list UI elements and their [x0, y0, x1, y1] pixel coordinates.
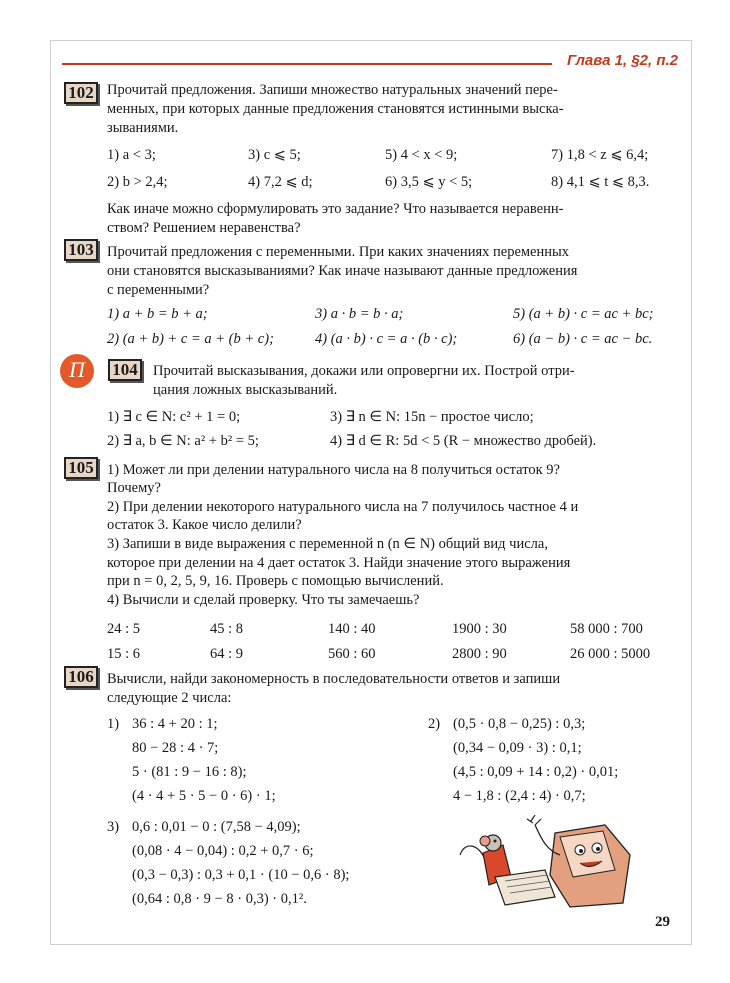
ex104-item: 4) ∃ d ∈ R: 5d < 5 (R − множество дробей).	[330, 433, 597, 449]
ex106-expression: (0,3 − 0,3) : 0,3 + 0,1 · (10 − 0,6 · 8);	[132, 867, 350, 883]
ex105-division: 45 : 8	[210, 621, 244, 637]
ex106-expression: 36 : 4 + 20 : 1;	[132, 716, 218, 732]
ex102-question: ством? Решением неравенства?	[107, 220, 301, 236]
ex105-line: остаток 3. Какое число делили?	[107, 517, 302, 533]
ex104-item: 1) ∃ c ∈ N: c² + 1 = 0;	[107, 409, 241, 425]
ex105-division: 58 000 : 700	[570, 621, 643, 637]
ex102-text: зываниями.	[107, 120, 179, 136]
ex106-expression: 4 − 1,8 : (2,4 : 4) · 0,7;	[453, 788, 586, 804]
chapter-header: Глава 1, §2, п.2	[566, 52, 678, 69]
ex105-division: 560 : 60	[328, 646, 376, 662]
ex104-text: цания ложных высказываний.	[153, 382, 338, 398]
ex105-line: которое при делении на 4 дает остаток 3. Найди значение этого выражения	[107, 555, 571, 571]
ex104-text: Прочитай высказывания, докажи или опровергни их. Построй отри-	[153, 363, 575, 379]
ex104-item: 2) ∃ a, b ∈ N: a² + b² = 5;	[107, 433, 259, 449]
ex103-text: Прочитай предложения с переменными. При каких значениях переменных	[107, 244, 570, 260]
ex106-part-label: 2)	[428, 716, 441, 732]
ex102-item: 6) 3,5 ⩽ y < 5;	[385, 174, 473, 190]
ex105-division: 64 : 9	[210, 646, 244, 662]
ex105-line: 3) Запиши в виде выражения с переменной n (n ∈ N) общий вид числа,	[107, 536, 548, 552]
ex102-item: 3) c ⩽ 5;	[248, 147, 301, 163]
ex106-expression: 5 · (81 : 9 − 16 : 8);	[132, 764, 247, 780]
ex103-item: 4) (a · b) · c = a · (b · c);	[315, 331, 458, 347]
ex105-division: 140 : 40	[328, 621, 376, 637]
ex105-line: 1) Может ли при делении натурального числа на 8 получиться остаток 9?	[107, 462, 560, 478]
pi-badge: П	[60, 354, 94, 388]
exercise-number-106: 106	[64, 666, 98, 688]
ex106-part-label: 3)	[107, 819, 120, 835]
ex106-expression: 80 − 28 : 4 · 7;	[132, 740, 219, 756]
ex105-line: Почему?	[107, 480, 161, 496]
exercise-number-102: 102	[64, 82, 98, 104]
ex106-expression: 0,6 : 0,01 − 0 : (7,58 − 4,09);	[132, 819, 301, 835]
ex105-division: 26 000 : 5000	[570, 646, 651, 662]
header-rule	[62, 63, 552, 65]
ex105-division: 2800 : 90	[452, 646, 507, 662]
ex106-text: Вычисли, найди закономерность в последовательности ответов и запиши	[107, 671, 561, 687]
ex105-division: 1900 : 30	[452, 621, 507, 637]
exercise-number-103: 103	[64, 239, 98, 261]
ex102-item: 5) 4 < x < 9;	[385, 147, 458, 163]
ex105-line: 2) При делении некоторого натурального числа на 7 получилось частное 4 и	[107, 499, 579, 515]
ex104-item: 3) ∃ n ∈ N: 15n − простое число;	[330, 409, 534, 425]
ex106-part-label: 1)	[107, 716, 120, 732]
ex105-line: при n = 0, 2, 5, 9, 16. Проверь с помощью вычислений.	[107, 573, 444, 589]
ex103-item: 3) a · b = b · a;	[315, 306, 404, 322]
exercise-number-104: 104	[108, 359, 142, 381]
ex102-question: Как иначе можно сформулировать это задание? Что называется неравенн-	[107, 201, 564, 217]
ex102-item: 4) 7,2 ⩽ d;	[248, 174, 313, 190]
ex102-item: 8) 4,1 ⩽ t ⩽ 8,3.	[551, 174, 650, 190]
ex105-division: 15 : 6	[107, 646, 141, 662]
ex103-text: с переменными?	[107, 282, 210, 298]
ex106-expression: (0,64 : 0,8 · 9 − 8 · 0,3) · 0,1².	[132, 891, 307, 907]
page-number: 29	[655, 914, 670, 930]
ex102-item: 7) 1,8 < z ⩽ 6,4;	[551, 147, 649, 163]
ex103-item: 2) (a + b) + c = a + (b + c);	[107, 331, 274, 347]
ex106-expression: (0,5 · 0,8 − 0,25) : 0,3;	[453, 716, 586, 732]
ex102-item: 2) b > 2,4;	[107, 174, 168, 190]
ex103-item: 1) a + b = b + a;	[107, 306, 208, 322]
ex103-item: 5) (a + b) · c = ac + bc;	[513, 306, 654, 322]
ex106-expression: (0,34 − 0,09 · 3) : 0,1;	[453, 740, 582, 756]
ex103-text: они становятся высказываниями? Как иначе называют данные предложения	[107, 263, 578, 279]
exercise-number-105: 105	[64, 457, 98, 479]
ex105-division: 24 : 5	[107, 621, 141, 637]
ex102-item: 1) a < 3;	[107, 147, 156, 163]
ex106-text: следующие 2 числа:	[107, 690, 232, 706]
ex106-expression: (4,5 : 0,09 + 14 : 0,2) · 0,01;	[453, 764, 619, 780]
ex102-text: Прочитай предложения. Запиши множество натуральных значений пере-	[107, 82, 558, 98]
ex106-expression: (4 · 4 + 5 · 5 − 0 · 6) · 1;	[132, 788, 276, 804]
ex103-item: 6) (a − b) · c = ac − bc.	[513, 331, 653, 347]
computer-mouse-illustration	[455, 815, 655, 915]
ex106-expression: (0,08 · 4 − 0,04) : 0,2 + 0,7 · 6;	[132, 843, 314, 859]
ex102-text: менных, при которых данные предложения становятся истинными выска-	[107, 101, 564, 117]
ex105-line: 4) Вычисли и сделай проверку. Что ты замечаешь?	[107, 592, 420, 608]
